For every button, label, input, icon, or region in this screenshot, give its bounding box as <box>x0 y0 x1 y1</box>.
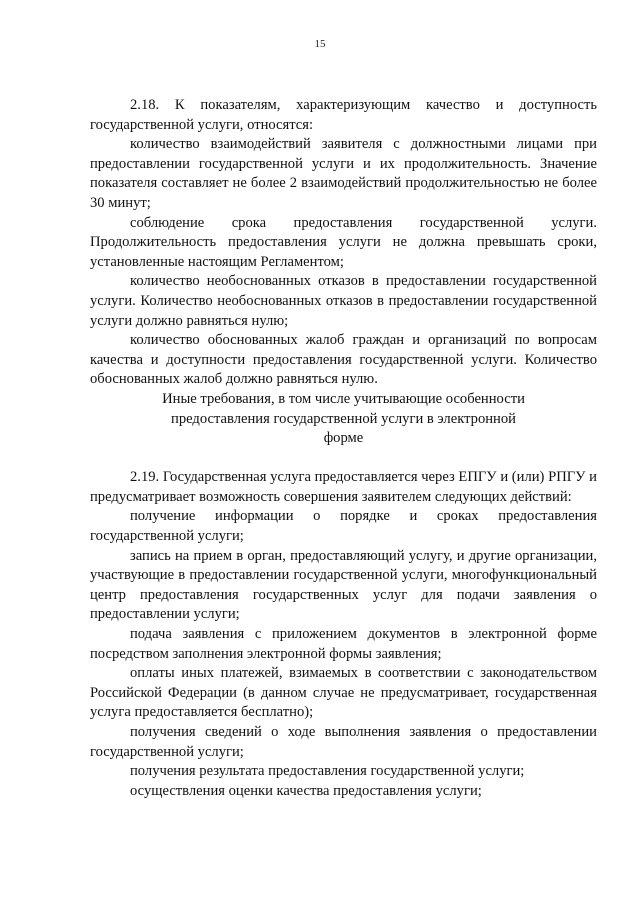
section-2-19-item-4: оплаты иных платежей, взимаемых в соответствии с законодательством Российской Федерации (в данном случае не предусматривает, государственная услуга предоставляется бесплатно); <box>90 665 597 721</box>
section-2-19-item-2: запись на прием в орган, предоставляющий услугу, и другие организации, участвующие в предоставлении государственной услуги, многофункциональный центр предоставления государственных услуг для подачи заявления о предоставлении услуги; <box>90 547 597 623</box>
document-body <box>90 96 597 801</box>
blank-line <box>90 449 597 469</box>
section-2-19-item-6: получения результата предоставления государственной услуги; <box>130 763 525 780</box>
section-2-19-item-7: осуществления оценки качества предоставления услуги; <box>130 782 482 799</box>
section-2-19-intro: 2.19. Государственная услуга предоставляется через ЕПГУ и (или) РПГУ и предусматривает возможность совершения заявителем следующих действий: <box>90 469 597 505</box>
section-2-18-item-2: соблюдение срока предоставления государственной услуги. Продолжительность предоставления услуги не должна превышать сроки, установленные настоящим Регламентом; <box>90 214 597 270</box>
section-2-19-item-5: получения сведений о ходе выполнения заявления о предоставлении государственной услуги; <box>90 724 597 760</box>
section-heading: Иные требования, в том числе учитывающие особенности предоставления государственной услуги в электронной форме <box>162 390 525 447</box>
section-2-18-item-1: количество взаимодействий заявителя с должностными лицами при предоставлении государственной услуги и их продолжительность. Значение показателя составляет не более 2 взаимодействий продолжительностью не более 30 минут; <box>90 136 597 211</box>
section-2-18-intro: 2.18. К показателям, характеризующим качество и доступность государственной услуги, относятся: <box>90 97 597 133</box>
section-2-19-item-3: подача заявления с приложением документов в электронной форме посредством заполнения электронной формы заявления; <box>90 626 597 662</box>
section-2-18-item-4: количество обоснованных жалоб граждан и организаций по вопросам качества и доступности предоставления государственной услуги. Количество обоснованных жалоб должно равняться нулю. <box>90 332 597 388</box>
section-2-19-item-1: получение информации о порядке и сроках предоставления государственной услуги; <box>90 508 597 545</box>
page-number: 15 <box>314 38 326 50</box>
section-2-18-item-3: количество необоснованных отказов в предоставлении государственной услуги. Количество необоснованных отказов в предоставлении государственной услуги должно равняться нулю; <box>90 273 597 329</box>
